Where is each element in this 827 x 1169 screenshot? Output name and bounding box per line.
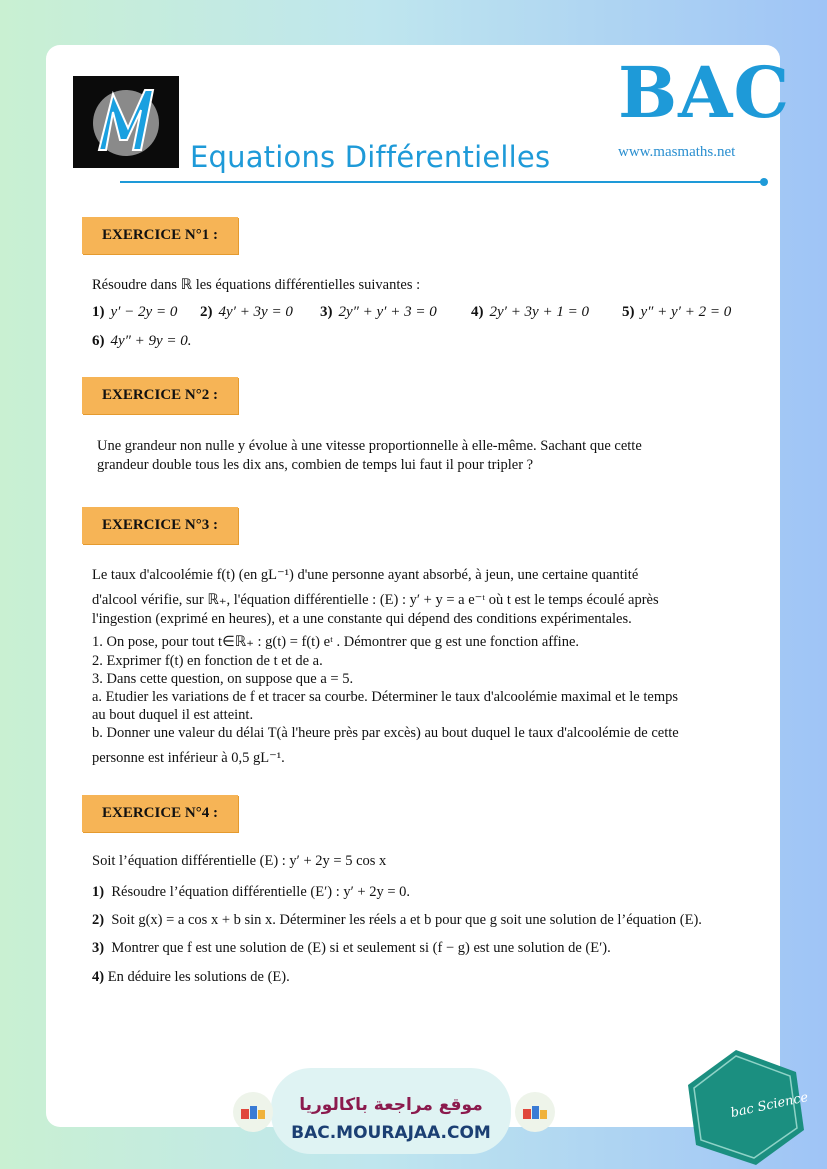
page-sheet [46,45,780,1127]
divider-dot [760,178,768,186]
exercise-3-line-9: b. Donner une valeur du délai T(à l'heure près par excès) au bout duquel le taux d'alcoolémie de cette [92,725,679,741]
bac-brand: BAC [618,51,791,134]
exercise-3-line-2: d'alcool vérifie, sur ℝ₊, l'équation différentielle : (E) : y′ + y = a e⁻ᵗ où t est le temps écoulé après [92,592,659,608]
exercise-1-eq-4: 4) 2y′ + 3y + 1 = 0 [471,304,589,320]
exercise-3-line-10: personne est inférieur à 0,5 gL⁻¹. [92,750,285,766]
page-title: Equations Différentielles [190,140,551,174]
exercise-3-line-4: 1. On pose, pour tout t∈ℝ₊ : g(t) = f(t) eᵗ . Démontrer que g est une fonction affine. [92,634,580,650]
exercise-1-label: EXERCICE N°1 : [82,217,238,254]
exercise-3-line-3: l'ingestion (exprimé en heures), et a une constante qui dépend des conditions expérimentales. [92,611,632,627]
header-divider [120,181,764,183]
exercise-3-line-8: au bout duquel il est atteint. [92,707,254,723]
exercise-4-item-3: 3) Montrer que f est une solution de (E) si et seulement si (f − g) est une solution de (E′). [92,940,611,956]
exercise-4-intro: Soit l’équation différentielle (E) : y′ + 2y = 5 cos x [92,853,387,869]
exercise-1-intro: Résoudre dans ℝ les équations différentielles suivantes : [92,277,421,293]
exercise-1-eq-5: 5) y″ + y′ + 2 = 0 [622,304,732,320]
exercise-2-label: EXERCICE N°2 : [82,377,238,414]
exercise-1-eq-2: 2) 4y′ + 3y = 0 [200,304,293,320]
right-badge-icon [515,1092,555,1132]
exercise-3-line-6: 3. Dans cette question, on suppose que a = 5. [92,671,354,687]
masmaths-logo [73,76,179,168]
footer-arabic-text: موقع مراجعة باكالوريا [299,1095,483,1115]
exercise-2-line-1: Une grandeur non nulle y évolue à une vitesse proportionnelle à elle-même. Sachant que cette [97,438,642,454]
exercise-4-item-4: 4) En déduire les solutions de (E). [92,969,290,985]
exercise-3-line-1: Le taux d'alcoolémie f(t) (en gL⁻¹) d'une personne ayant absorbé, à jeun, une certaine quantité [92,567,639,583]
exercise-4-item-2: 2) Soit g(x) = a cos x + b sin x. Déterminer les réels a et b pour que g soit une solution de l’équation (E). [92,912,702,928]
exercise-1-eq-1: 1) y′ − 2y = 0 [92,304,178,320]
exercise-4-label: EXERCICE N°4 : [82,795,238,832]
exercise-4-item-1: 1) Résoudre l’équation différentielle (E′) : y′ + 2y = 0. [92,884,410,900]
exercise-2-line-2: grandeur double tous les dix ans, combien de temps lui faut il pour tripler ? [97,457,534,473]
exercise-3-line-7: a. Etudier les variations de f et tracer sa courbe. Déterminer le taux d'alcoolémie maximal et le temps [92,689,678,705]
footer-url: BAC.MOURAJAA.COM [291,1123,491,1143]
exercise-3-label: EXERCICE N°3 : [82,507,238,544]
site-url: www.masmaths.net [618,144,736,160]
exercise-3-line-5: 2. Exprimer f(t) en fonction de t et de a. [92,653,323,669]
bac-science-text: bac Science [729,1089,810,1122]
exercise-1-eq-3: 3) 2y″ + y′ + 3 = 0 [320,304,437,320]
exercise-1-eq-6: 6) 4y″ + 9y = 0. [92,333,192,349]
left-badge-icon [233,1092,273,1132]
